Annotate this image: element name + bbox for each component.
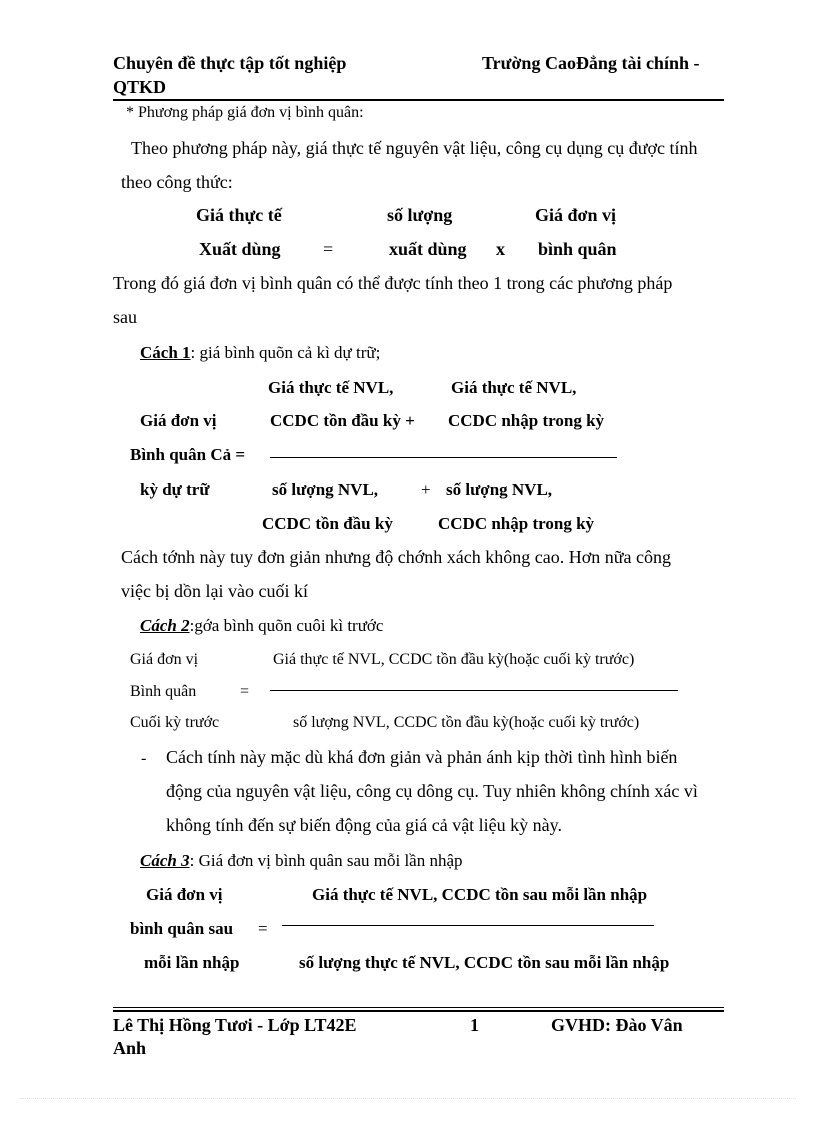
cach-1-den-top-right: số lượng NVL, [446, 480, 553, 499]
cach-2-text: :gớa bình quõn cuôi kì trước [189, 616, 384, 635]
formula-1-col2-bottom: xuất dùng [389, 239, 467, 259]
formula-1-times: x [496, 239, 505, 259]
cach-3-fraction-bar [282, 925, 654, 926]
paragraph-3-line-2: việc bị dồn lại vào cuối kí [121, 581, 308, 601]
paragraph-3-line-1: Cách tớnh này tuy đơn giản nhưng độ chớnh xách không cao. Hơn nữa công [121, 547, 671, 567]
bullet-line-3: không tính đến sự biến động của giá cả vật liệu kỳ này. [166, 815, 562, 835]
cach-2-equals: = [240, 683, 250, 700]
cach-1-lhs-1: Giá đơn vị [140, 411, 217, 430]
cach-2-fraction-bar [270, 690, 678, 691]
footer-advisor: GVHD: Đào Vân [551, 1015, 683, 1035]
cach-1-den-bottom-right: CCDC nhập trong kỳ [438, 514, 595, 533]
formula-1-col1-top: Giá thực tế [196, 205, 282, 225]
footer-author: Lê Thị Hồng Tươi - Lớp LT42E [113, 1015, 357, 1035]
header-title-continued: QTKD [113, 77, 167, 97]
cach-3-numerator: Giá thực tế NVL, CCDC tồn sau mỗi lần nhập [312, 885, 648, 904]
cach-2-lhs-2: Bình quân [130, 683, 197, 700]
cach-1-num-bottom-right: CCDC nhập trong kỳ [448, 411, 605, 430]
footer-rule-top [113, 1007, 724, 1008]
cach-3-text: : Giá đơn vị bình quân sau mỗi lần nhập [189, 851, 463, 870]
cach-1-lhs-3: kỳ dự trữ [140, 480, 210, 499]
cach-1-plus: + [421, 480, 431, 499]
formula-1-col2-top: số lượng [387, 205, 453, 225]
bullet-line-1: Cách tính này mặc dù khá đơn giản và phản ánh kịp thời tình hình biến [166, 747, 678, 767]
cach-3-label: Cách 3 [140, 851, 190, 870]
footer-advisor-continued: Anh [113, 1038, 147, 1058]
cach-3-equals: = [258, 919, 268, 938]
cach-2-heading [140, 616, 383, 636]
cach-3-lhs-3: mỗi lần nhập [144, 953, 240, 972]
cach-2-lhs-3: Cuối kỳ trước [130, 714, 220, 731]
cach-1-num-top-left: Giá thực tế NVL, [268, 378, 394, 397]
formula-1-col3-top: Giá đơn vị [535, 205, 616, 225]
page-bottom-edge [20, 1098, 796, 1099]
cach-1-text: : giá bình quõn cả kì dự trữ; [190, 343, 381, 362]
formula-1-equals: = [323, 239, 334, 259]
paragraph-2-line-1: Trong đó giá đơn vị bình quân có thể được tính theo 1 trong các phương pháp [113, 273, 673, 293]
footer-page-number: 1 [470, 1015, 479, 1035]
paragraph-1-line-1: Theo phương pháp này, giá thực tế nguyên vật liệu, công cụ dụng cụ được tính [131, 138, 698, 158]
bullet-mark: - [141, 750, 147, 767]
cach-1-fraction-bar [270, 457, 617, 458]
footer-rule-bottom [113, 1010, 724, 1012]
cach-3-denominator: số lượng thực tế NVL, CCDC tồn sau mỗi lần nhập [299, 953, 670, 972]
cach-1-den-bottom-left: CCDC tồn đầu kỳ [262, 514, 393, 533]
cach-2-lhs-1: Giá đơn vị [130, 651, 199, 668]
cach-3-heading [140, 851, 463, 871]
header-rule [113, 99, 724, 101]
cach-2-numerator: Giá thực tế NVL, CCDC tồn đầu kỳ(hoặc cuối kỳ trước) [273, 651, 635, 668]
paragraph-2-line-2: sau [113, 307, 137, 327]
formula-1-col3-bottom: bình quân [538, 239, 617, 259]
header-title: Chuyên đề thực tập tốt nghiệp [113, 53, 347, 73]
cach-2-label: Cách 2 [140, 616, 190, 635]
formula-1-col1-bottom: Xuất dùng [199, 239, 281, 259]
method-heading: * Phương pháp giá đơn vị bình quân: [126, 104, 364, 121]
cach-1-num-bottom-left: CCDC tồn đầu kỳ + [270, 411, 415, 430]
cach-3-lhs-2: bình quân sau [130, 919, 234, 938]
header-school: Trường CaoĐẳng tài chính - [482, 53, 700, 73]
cach-1-num-top-right: Giá thực tế NVL, [451, 378, 577, 397]
cach-1-lhs-2: Bình quân Cả = [130, 445, 246, 464]
cach-3-lhs-1: Giá đơn vị [146, 885, 223, 904]
cach-1-label: Cách 1 [140, 343, 191, 362]
paragraph-1-line-2: theo công thức: [121, 172, 233, 192]
cach-1-heading [140, 343, 380, 363]
bullet-line-2: động của nguyên vật liệu, công cụ dông cụ. Tuy nhiên không chính xác vì [166, 781, 698, 801]
cach-2-denominator: số lượng NVL, CCDC tồn đầu kỳ(hoặc cuối kỳ trước) [293, 714, 640, 731]
cach-1-den-top-left: số lượng NVL, [272, 480, 379, 499]
